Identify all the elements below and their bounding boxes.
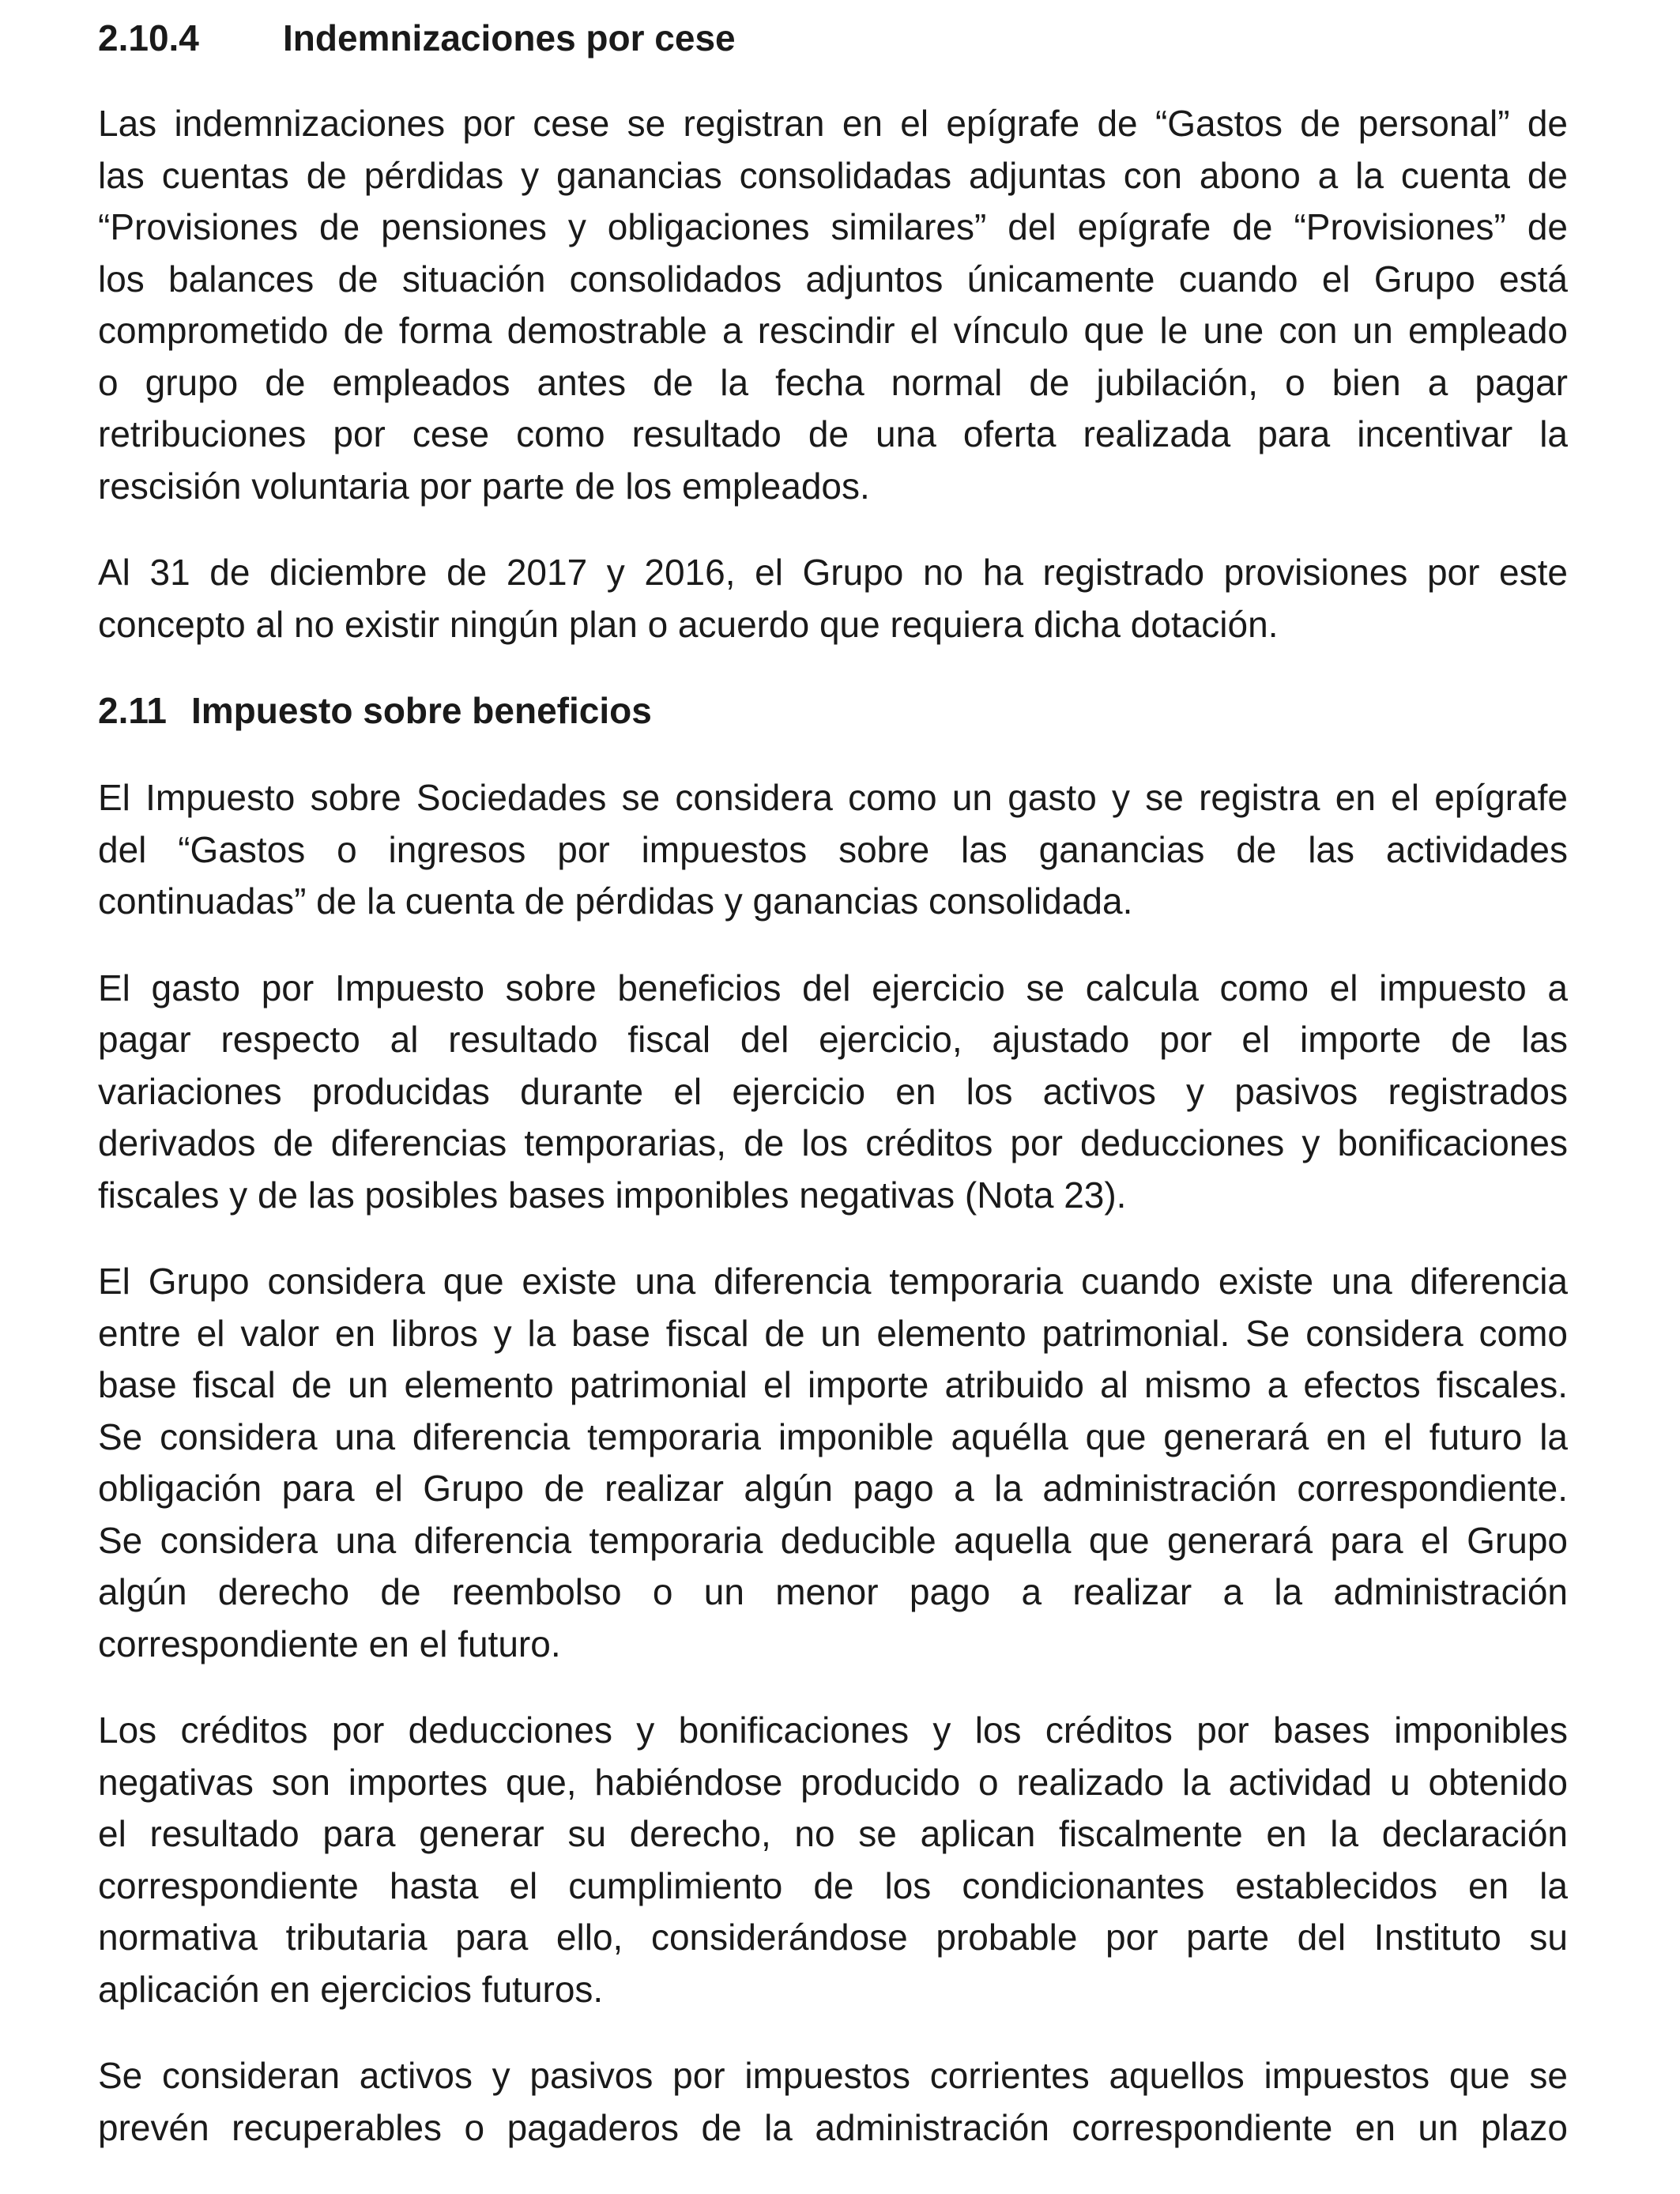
paragraph-impuesto-2 xyxy=(98,963,1568,1222)
text-line: del “Gastos o ingresos por impuestos sobre las ganancias de las actividades xyxy=(98,828,1568,870)
text-line: concepto al no existir ningún plan o acuerdo que requiera dicha dotación. xyxy=(98,603,1279,645)
text-line: continuadas” de la cuenta de pérdidas y ganancias consolidada. xyxy=(98,880,1133,922)
text-line: prevén recuperables o pagaderos de la administración correspondiente en un plazo xyxy=(98,2106,1568,2148)
text-line: Las indemnizaciones por cese se registran en el epígrafe de “Gastos de personal” de xyxy=(98,103,1568,144)
text-line: correspondiente en el futuro. xyxy=(98,1623,561,1664)
text-line: los balances de situación consolidados adjuntos únicamente cuando el Grupo está xyxy=(98,258,1568,300)
text-line: comprometido de forma demostrable a rescindir el vínculo que le une con un empleado xyxy=(98,310,1568,351)
paragraph-impuesto-4 xyxy=(98,1705,1568,2015)
section-number: 2.10.4 xyxy=(98,17,199,58)
section-title: Impuesto sobre beneficios xyxy=(191,690,652,731)
text-line: entre el valor en libros y la base fiscal de un elemento patrimonial. Se considera como xyxy=(98,1312,1568,1354)
text-line: El Impuesto sobre Sociedades se considera como un gasto y se registra en el epígrafe xyxy=(98,777,1568,818)
text-line: Los créditos por deducciones y bonificaciones y los créditos por bases imponibles xyxy=(98,1710,1568,1751)
paragraph-impuesto-3 xyxy=(98,1256,1568,1670)
section-heading-2-11 xyxy=(98,684,1568,737)
text-line: aplicación en ejercicios futuros. xyxy=(98,1968,604,2010)
text-line: variaciones producidas durante el ejercicio en los activos y pasivos registrados xyxy=(98,1070,1568,1112)
section-title: Indemnizaciones por cese xyxy=(283,17,736,58)
text-line: Se consideran activos y pasivos por impuestos corrientes aquellos impuestos que se xyxy=(98,2055,1568,2096)
paragraph-impuesto-1 xyxy=(98,772,1568,928)
section-number: 2.11 xyxy=(98,690,167,731)
text-line: o grupo de empleados antes de la fecha normal de jubilación, o bien a pagar xyxy=(98,361,1568,403)
paragraph-impuesto-5 xyxy=(98,2050,1568,2154)
text-line: pagar respecto al resultado fiscal del ejercicio, ajustado por el importe de las xyxy=(98,1019,1568,1060)
text-line: correspondiente hasta el cumplimiento de los condicionantes establecidos en la xyxy=(98,1864,1568,1906)
text-line: Al 31 de diciembre de 2017 y 2016, el Grupo no ha registrado provisiones por este xyxy=(98,552,1568,593)
text-line: rescisión voluntaria por parte de los empleados. xyxy=(98,465,870,507)
section-heading-2-10-4 xyxy=(98,11,1568,65)
text-line: Se considera una diferencia temporaria imponible aquélla que generará en el futuro la xyxy=(98,1416,1568,1457)
text-line: El gasto por Impuesto sobre beneficios del ejercicio se calcula como el impuesto a xyxy=(98,967,1568,1008)
document-page xyxy=(98,11,1568,2154)
text-line: “Provisiones de pensiones y obligaciones similares” del epígrafe de “Provisiones” de xyxy=(98,206,1568,247)
text-line: normativa tributaria para ello, considerándose probable por parte del Instituto su xyxy=(98,1917,1568,1958)
paragraph-indemnizaciones-1 xyxy=(98,98,1568,512)
text-line: Se considera una diferencia temporaria deducible aquella que generará para el Grupo xyxy=(98,1519,1568,1561)
text-line: el resultado para generar su derecho, no se aplican fiscalmente en la declaración xyxy=(98,1813,1568,1854)
text-line: El Grupo considera que existe una diferencia temporaria cuando existe una diferencia xyxy=(98,1261,1568,1302)
text-line: base fiscal de un elemento patrimonial el importe atribuido al mismo a efectos fiscales. xyxy=(98,1364,1568,1405)
text-line: obligación para el Grupo de realizar algún pago a la administración correspondiente. xyxy=(98,1468,1568,1509)
text-line: fiscales y de las posibles bases imponibles negativas (Nota 23). xyxy=(98,1174,1127,1216)
text-line: negativas son importes que, habiéndose producido o realizado la actividad u obtenido xyxy=(98,1761,1568,1803)
text-line: derivados de diferencias temporarias, de los créditos por deducciones y bonificaciones xyxy=(98,1122,1568,1163)
text-line: las cuentas de pérdidas y ganancias consolidadas adjuntas con abono a la cuenta de xyxy=(98,154,1568,196)
text-line: algún derecho de reembolso o un menor pago a realizar a la administración xyxy=(98,1571,1568,1612)
paragraph-indemnizaciones-2 xyxy=(98,547,1568,650)
text-line: retribuciones por cese como resultado de una oferta realizada para incentivar la xyxy=(98,413,1568,454)
